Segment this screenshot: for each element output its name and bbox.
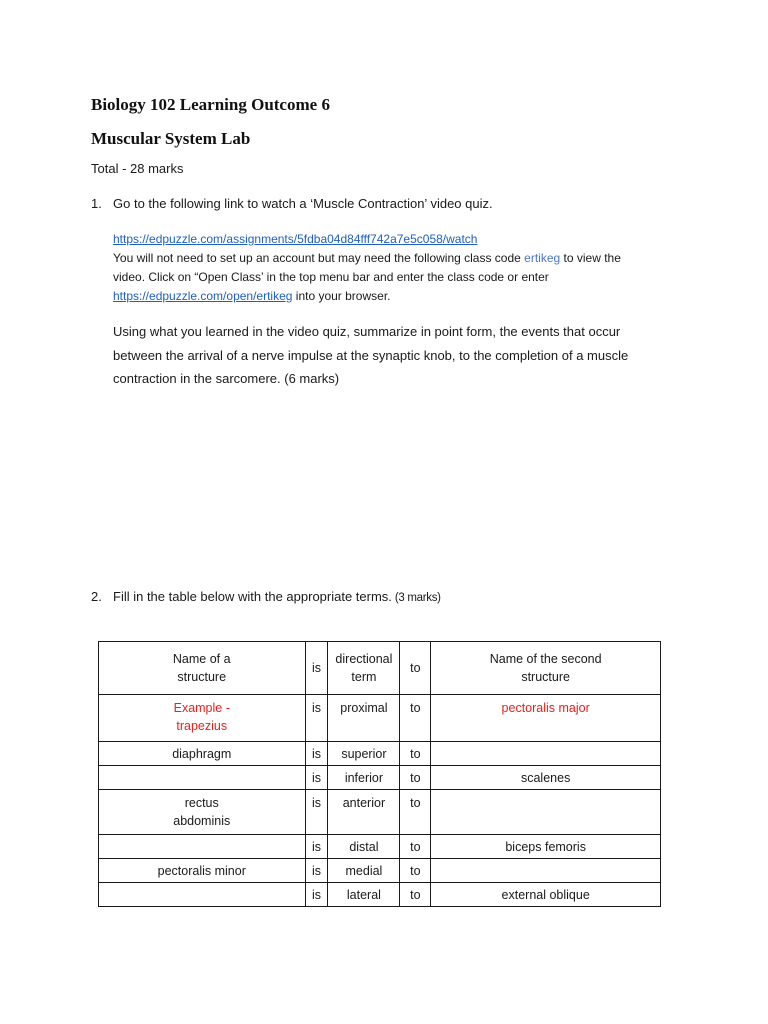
total-marks: Total - 28 marks [91, 161, 184, 176]
table-cell: is [305, 835, 328, 859]
table-row [99, 883, 661, 907]
header-cell: Name of a structure [99, 642, 306, 695]
question-2-number: 2. [91, 589, 102, 604]
link-block [113, 230, 621, 306]
answer-cell[interactable] [99, 883, 306, 907]
edpuzzle-watch-link[interactable]: https://edpuzzle.com/assignments/5fdba04d84fff742a7e5c058/watch [113, 232, 478, 246]
table-cell: to [400, 859, 431, 883]
question-2-prompt: Fill in the table below with the appropriate terms. [113, 589, 392, 604]
table-cell: is [305, 695, 328, 742]
instruction-line-3b: into your browser. [292, 289, 391, 303]
table-cell: to [400, 883, 431, 907]
directional-terms-table [98, 641, 661, 907]
table-cell: rectus abdominis [99, 790, 306, 835]
table-row [99, 859, 661, 883]
header-cell: Name of the second structure [431, 642, 661, 695]
table-cell: to [400, 835, 431, 859]
table-cell: is [305, 859, 328, 883]
table-cell: is [305, 790, 328, 835]
table-cell: diaphragm [99, 742, 306, 766]
header-cell: directional term [328, 642, 400, 695]
answer-cell[interactable] [99, 835, 306, 859]
table-cell: is [305, 766, 328, 790]
table-cell: to [400, 742, 431, 766]
table-cell: medial [328, 859, 400, 883]
table-cell: superior [328, 742, 400, 766]
table-cell: biceps femoris [431, 835, 661, 859]
table-cell: is [305, 742, 328, 766]
table-cell: scalenes [431, 766, 661, 790]
table-cell: lateral [328, 883, 400, 907]
document-subtitle: Muscular System Lab [91, 129, 251, 148]
table-row [99, 742, 661, 766]
table-cell: to [400, 695, 431, 742]
table-cell: anterior [328, 790, 400, 835]
question-2-text [113, 589, 441, 604]
edpuzzle-open-link[interactable]: https://edpuzzle.com/open/ertikeg [113, 289, 293, 303]
answer-cell[interactable] [99, 766, 306, 790]
table-header-row [99, 642, 661, 695]
summary-prompt [113, 320, 628, 391]
table-row [99, 790, 661, 835]
question-1-text: Go to the following link to watch a ‘Muscle Contraction’ video quiz. [113, 196, 493, 211]
table-cell: proximal [328, 695, 400, 742]
table-cell: distal [328, 835, 400, 859]
table-row [99, 835, 661, 859]
header-cell: to [400, 642, 431, 695]
answer-cell[interactable] [431, 790, 661, 835]
answer-cell[interactable] [431, 742, 661, 766]
instruction-line-1a: You will not need to set up an account but may need the following class code [113, 251, 525, 265]
summary-line: between the arrival of a nerve impulse at the synaptic knob, to the completion of a muscle [113, 347, 629, 363]
question-2-marks: (3 marks) [391, 592, 441, 604]
summary-line: Using what you learned in the video quiz, summarize in point form, the events that occur [113, 324, 621, 339]
instruction-line-1b: to view the [560, 251, 621, 265]
table-cell: is [305, 883, 328, 907]
table-cell: to [400, 766, 431, 790]
table-cell: pectoralis major [431, 695, 661, 742]
example-row [99, 695, 661, 742]
summary-line: contraction in the sarcomere. (6 marks) [113, 371, 340, 386]
table-cell: inferior [328, 766, 400, 790]
instruction-line-2: video. Click on “Open Class’ in the top menu bar and enter the class code or enter [113, 270, 549, 284]
table-cell: Example - trapezius [99, 695, 306, 742]
class-code: ertikeg [524, 251, 561, 265]
question-1-number: 1. [91, 196, 102, 211]
table-cell: pectoralis minor [99, 859, 306, 883]
table-cell: external oblique [431, 883, 661, 907]
table-cell: to [400, 790, 431, 835]
document-title: Biology 102 Learning Outcome 6 [91, 95, 330, 114]
table-row [99, 766, 661, 790]
answer-cell[interactable] [431, 859, 661, 883]
header-cell: is [305, 642, 328, 695]
